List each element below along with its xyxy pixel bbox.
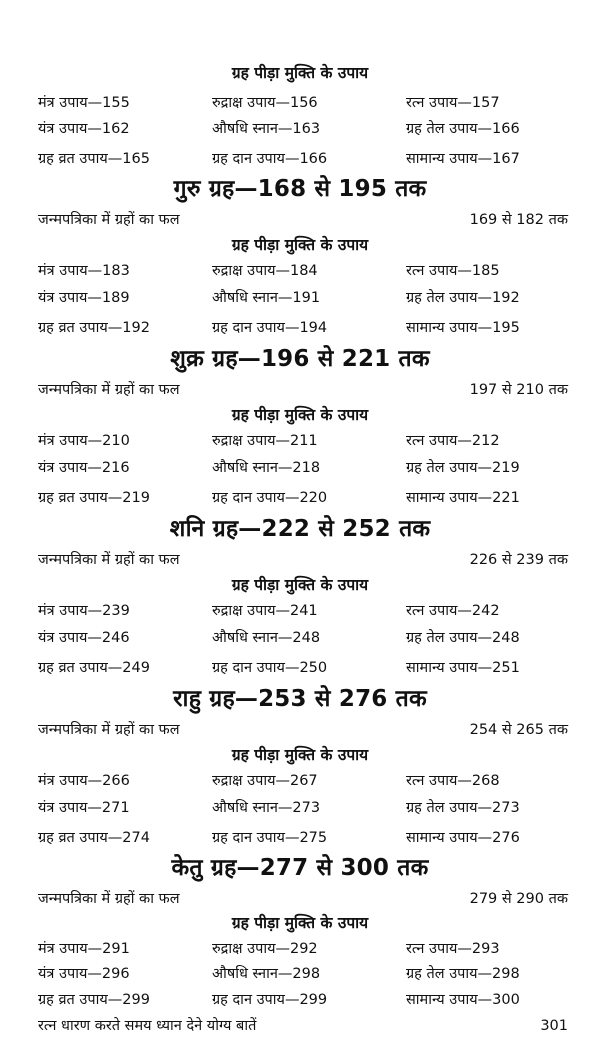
upay-row xyxy=(38,963,568,985)
upay-entry: रत्न उपाय—212 xyxy=(406,433,500,449)
upay-entry: यंत्र उपाय—271 xyxy=(38,800,130,816)
upay-entry: रुद्राक्ष उपाय—184 xyxy=(212,263,318,279)
upay-row xyxy=(38,627,568,649)
upay-entry: रत्न उपाय—293 xyxy=(406,941,500,957)
upay-entry: रत्न उपाय—185 xyxy=(406,263,500,279)
planet-heading: राहु ग्रह—253 से 276 तक xyxy=(173,686,427,712)
upay-entry: रत्न उपाय—242 xyxy=(406,603,500,619)
upay-entry: ग्रह तेल उपाय—166 xyxy=(406,121,520,137)
footer-label: रत्न धारण करते समय ध्यान देने योग्य बातें xyxy=(38,1018,257,1034)
fal-row xyxy=(38,549,568,571)
fal-range: 254 से 265 तक xyxy=(469,722,568,738)
planet-heading: शनि ग्रह—222 से 252 तक xyxy=(169,516,431,542)
upay-row xyxy=(38,92,568,114)
upay-row xyxy=(38,430,568,452)
upay-row xyxy=(38,770,568,792)
planet-heading: शुक्र ग्रह—196 से 221 तक xyxy=(170,346,430,372)
upay-row xyxy=(38,457,568,479)
upay-entry: सामान्य उपाय—300 xyxy=(406,992,520,1008)
upay-entry: सामान्य उपाय—167 xyxy=(406,151,520,167)
fal-label: जन्मपत्रिका में ग्रहों का फल xyxy=(38,891,180,907)
upay-entry: यंत्र उपाय—216 xyxy=(38,460,130,476)
upay-entry: ग्रह तेल उपाय—219 xyxy=(406,460,520,476)
upay-row xyxy=(38,989,568,1011)
upay-entry: ग्रह दान उपाय—250 xyxy=(212,660,328,676)
upay-title: ग्रह पीड़ा मुक्ति के उपाय xyxy=(231,64,369,82)
upay-entry: ग्रह दान उपाय—194 xyxy=(212,320,328,336)
fal-row xyxy=(38,209,568,231)
upay-entry: औषधि स्नान—163 xyxy=(212,121,321,137)
upay-entry: मंत्र उपाय—155 xyxy=(38,95,130,111)
fal-range: 169 से 182 तक xyxy=(469,212,568,228)
upay-row xyxy=(38,827,568,849)
upay-entry: औषधि स्नान—248 xyxy=(212,630,321,646)
upay-title: ग्रह पीड़ा मुक्ति के उपाय xyxy=(231,746,369,764)
upay-entry: ग्रह दान उपाय—275 xyxy=(212,830,328,846)
upay-entry: औषधि स्नान—273 xyxy=(212,800,321,816)
upay-entry: ग्रह तेल उपाय—298 xyxy=(406,966,520,982)
upay-title: ग्रह पीड़ा मुक्ति के उपाय xyxy=(231,406,369,424)
upay-entry: यंत्र उपाय—246 xyxy=(38,630,130,646)
upay-entry: रुद्राक्ष उपाय—156 xyxy=(212,95,318,111)
upay-entry: मंत्र उपाय—210 xyxy=(38,433,130,449)
upay-row xyxy=(38,938,568,960)
upay-entry: ग्रह दान उपाय—220 xyxy=(212,490,328,506)
upay-entry: ग्रह व्रत उपाय—192 xyxy=(38,320,150,336)
upay-row xyxy=(38,600,568,622)
upay-row xyxy=(38,317,568,339)
fal-range: 279 से 290 तक xyxy=(469,891,568,907)
upay-entry: औषधि स्नान—191 xyxy=(212,290,321,306)
upay-row xyxy=(38,287,568,309)
upay-entry: सामान्य उपाय—195 xyxy=(406,320,520,336)
upay-entry: औषधि स्नान—298 xyxy=(212,966,321,982)
fal-row xyxy=(38,888,568,910)
upay-entry: ग्रह व्रत उपाय—219 xyxy=(38,490,150,506)
upay-entry: ग्रह व्रत उपाय—274 xyxy=(38,830,150,846)
fal-row xyxy=(38,379,568,401)
upay-entry: सामान्य उपाय—251 xyxy=(406,660,520,676)
fal-label: जन्मपत्रिका में ग्रहों का फल xyxy=(38,212,180,228)
upay-title: ग्रह पीड़ा मुक्ति के उपाय xyxy=(231,576,369,594)
upay-row xyxy=(38,118,568,140)
upay-title: ग्रह पीड़ा मुक्ति के उपाय xyxy=(231,914,369,932)
upay-entry: मंत्र उपाय—291 xyxy=(38,941,130,957)
upay-entry: रुद्राक्ष उपाय—241 xyxy=(212,603,318,619)
upay-row xyxy=(38,657,568,679)
fal-label: जन्मपत्रिका में ग्रहों का फल xyxy=(38,722,180,738)
footer-row xyxy=(38,1014,568,1038)
upay-entry: ग्रह तेल उपाय—248 xyxy=(406,630,520,646)
fal-range: 226 से 239 तक xyxy=(469,552,568,568)
upay-entry: यंत्र उपाय—189 xyxy=(38,290,130,306)
upay-entry: सामान्य उपाय—276 xyxy=(406,830,520,846)
upay-row xyxy=(38,148,568,170)
upay-entry: रत्न उपाय—157 xyxy=(406,95,500,111)
upay-entry: ग्रह तेल उपाय—192 xyxy=(406,290,520,306)
fal-label: जन्मपत्रिका में ग्रहों का फल xyxy=(38,552,180,568)
fal-label: जन्मपत्रिका में ग्रहों का फल xyxy=(38,382,180,398)
upay-entry: रुद्राक्ष उपाय—292 xyxy=(212,941,318,957)
planet-heading: गुरु ग्रह—168 से 195 तक xyxy=(173,176,427,202)
fal-range: 197 से 210 तक xyxy=(469,382,568,398)
upay-row xyxy=(38,797,568,819)
upay-entry: मंत्र उपाय—183 xyxy=(38,263,130,279)
upay-entry: ग्रह दान उपाय—166 xyxy=(212,151,328,167)
upay-entry: मंत्र उपाय—266 xyxy=(38,773,130,789)
upay-entry: ग्रह व्रत उपाय—249 xyxy=(38,660,150,676)
page-number: 301 xyxy=(540,1018,568,1034)
upay-entry: रुद्राक्ष उपाय—211 xyxy=(212,433,318,449)
upay-row xyxy=(38,260,568,282)
upay-entry: रुद्राक्ष उपाय—267 xyxy=(212,773,318,789)
upay-entry: यंत्र उपाय—162 xyxy=(38,121,130,137)
upay-row xyxy=(38,487,568,509)
upay-entry: यंत्र उपाय—296 xyxy=(38,966,130,982)
upay-entry: सामान्य उपाय—221 xyxy=(406,490,520,506)
planet-heading: केतु ग्रह—277 से 300 तक xyxy=(171,855,429,881)
upay-entry: रत्न उपाय—268 xyxy=(406,773,500,789)
upay-entry: ग्रह तेल उपाय—273 xyxy=(406,800,520,816)
upay-entry: मंत्र उपाय—239 xyxy=(38,603,130,619)
upay-title: ग्रह पीड़ा मुक्ति के उपाय xyxy=(231,236,369,254)
upay-entry: ग्रह व्रत उपाय—299 xyxy=(38,992,150,1008)
fal-row xyxy=(38,719,568,741)
upay-entry: ग्रह दान उपाय—299 xyxy=(212,992,328,1008)
upay-entry: औषधि स्नान—218 xyxy=(212,460,321,476)
upay-entry: ग्रह व्रत उपाय—165 xyxy=(38,151,150,167)
